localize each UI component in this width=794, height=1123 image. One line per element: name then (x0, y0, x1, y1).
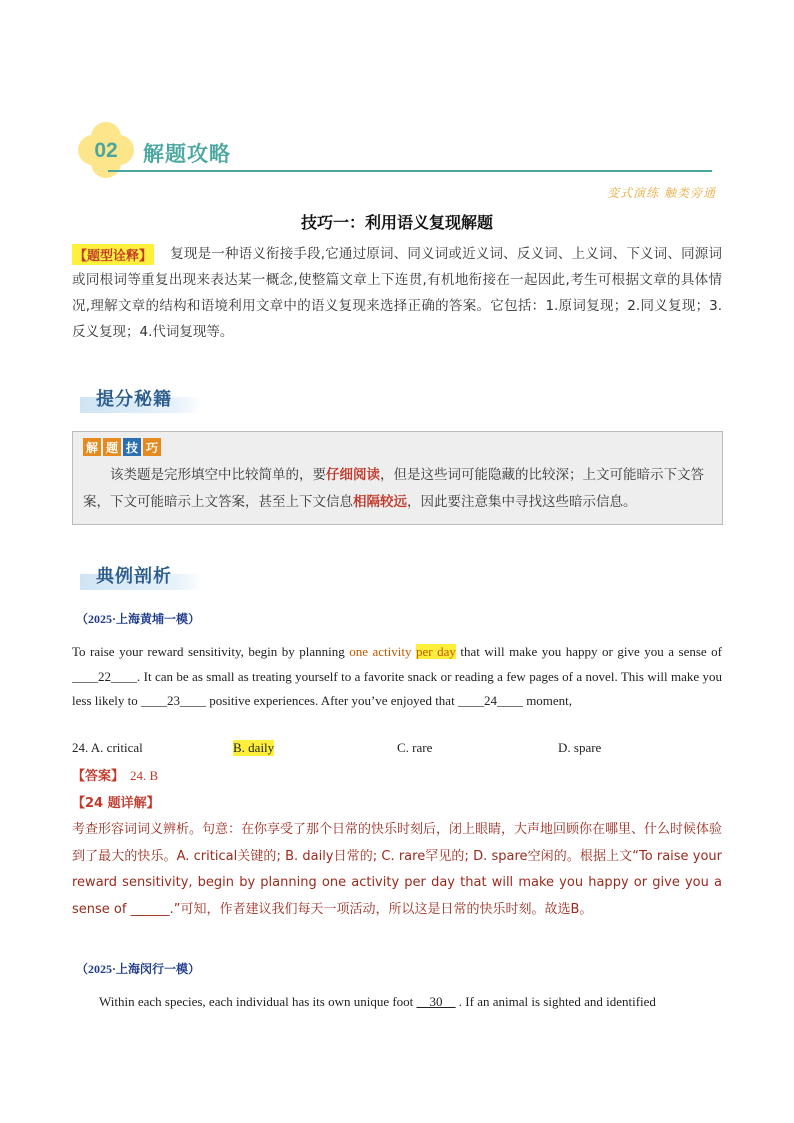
section-number: 02 (94, 139, 118, 162)
tip-highlight-1: 仔细阅读 (326, 467, 380, 483)
example1-source: （2025·上海黄埔一模） (76, 612, 201, 626)
section-header (78, 122, 712, 182)
banner-examples-label: 典例剖析 (96, 566, 172, 587)
banner-tips-label: 提分秘籍 (96, 389, 172, 410)
chip-1: 解 (83, 438, 101, 456)
option-a: 24. A. critical (72, 740, 143, 755)
tagline: 变式演练 触类旁通 (607, 186, 716, 200)
intro-text: 复现是一种语义衔接手段,它通过原词、同义词或近义词、反义词、上义词、下义词、同源词或同根词等重复出现来表达某一概念,使整篇文章上下连贯,有机地衔接在一起因此,考生可根据文章的具体情况,理解文章的结构和语境利用文章中的语义复现来选择正确的答案。它包括：1.原词复现；2.同义复现；3.反义复现；4.代词复现等。 (72, 246, 722, 340)
tip-chips (83, 438, 161, 456)
option-d: D. spare (558, 740, 602, 755)
option-c: C. rare (397, 740, 433, 755)
options-row (72, 740, 722, 760)
type-label: 【题型诠释】 (72, 244, 154, 265)
section-divider (108, 170, 712, 172)
banner-examples (80, 562, 202, 592)
blank-30: __30__ (416, 994, 456, 1009)
example1-passage: To raise your reward sensitivity, begin by planning one activity per day that will make you happy or give you a sense of ____22____. It can be as small as treating yourself to a favorite snack or reading a few pages of a novel. This will make you less likely to ____23____ positive experiences. After you’ve enjoyed that ____24____ moment, (72, 644, 722, 708)
chip-4: 巧 (143, 438, 161, 456)
section-title: 解题攻略 (143, 142, 231, 166)
banner-tips (80, 385, 202, 415)
tip-text: 该类题是完形填空中比较简单的，要仔细阅读，但是这些词可能隐藏的比较深；上文可能暗示下文答案，下文可能暗示上文答案，甚至上下文信息相隔较远，因此要注意集中寻找这些暗示信息。 (83, 467, 704, 510)
example2-source: （2025·上海闵行一模） (76, 962, 201, 976)
answer-line: 【答案】 24. B (72, 768, 159, 784)
tip-highlight-2: 相隔较远 (353, 494, 407, 510)
chip-3: 技 (123, 438, 141, 456)
tip-box (72, 431, 723, 525)
option-b: B. daily (233, 740, 275, 755)
explanation: 考查形容词词义辨析。句意：在你享受了那个日常的快乐时刻后，闭上眼睛，大声地回顾你在哪里、什么时候体验到了最大的快乐。A. critical关键的; B. daily日常的; C. rare罕见的; D. spare空闲的。根据上文“To raise your reward sensitivity, begin by planning one activity per day that will make you happy or give you a sense of ______.”可知，作者建议我们每天一项活动，所以这是日常的快乐时刻。故选B。 (72, 822, 723, 917)
detail-title: 【24 题详解】 (72, 796, 160, 811)
highlight-per-day: per day (416, 644, 456, 659)
intro-paragraph (72, 241, 722, 345)
example2-passage: Within each species, each individual has its own unique foot __30__ . If an animal is sighted and identified (99, 994, 656, 1009)
page-title: 技巧一：利用语义复现解题 (300, 213, 493, 232)
chip-2: 题 (103, 438, 121, 456)
